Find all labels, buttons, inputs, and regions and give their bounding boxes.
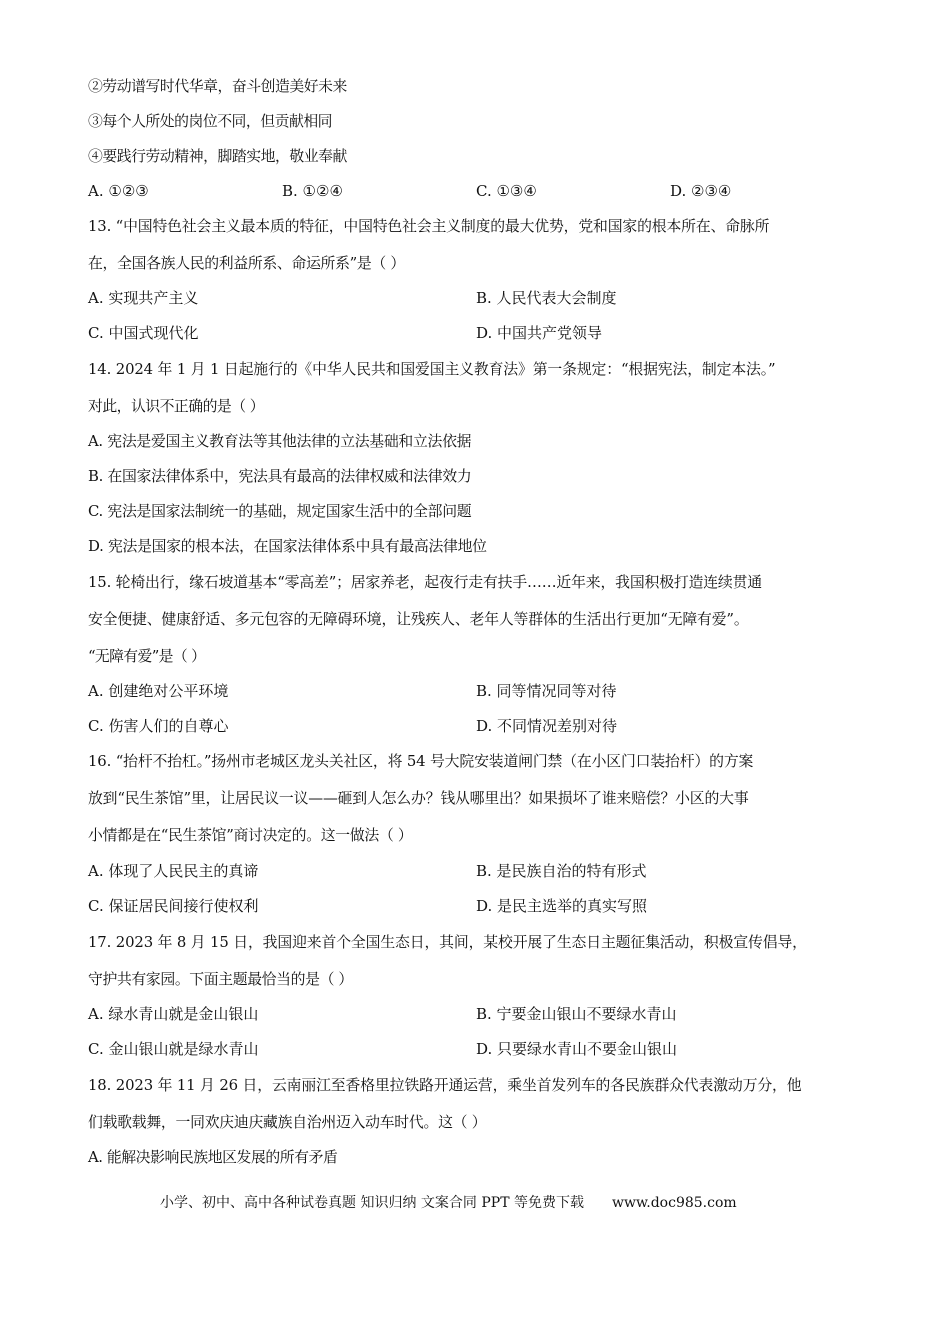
q14-stem-line1: 14. 2024 年 1 月 1 日起施行的《中华人民共和国爱国主义教育法》第一条规定：“根据宪法，制定本法。” [88,360,776,378]
q12-option-c: C. ①③④ [476,182,537,200]
footer-text: 小学、初中、高中各种试卷真题 知识归纳 文案合同 PPT 等免费下载 [160,1195,584,1211]
q15-option-c: C. 伤害人们的自尊心 [88,717,229,735]
page-footer [160,1192,860,1212]
q16-stem-line2: 放到“民生茶馆”里，让居民议一议——砸到人怎么办？钱从哪里出？如果损坏了谁来赔偿？小区的大事 [88,789,749,807]
q18-stem-line1: 18. 2023 年 11 月 26 日，云南丽江至香格里拉铁路开通运营，乘坐首发列车的各民族群众代表激动万分，他 [88,1076,802,1094]
q14-stem-line2: 对此，认识不正确的是（ ） [88,397,265,415]
q13-option-b: B. 人民代表大会制度 [476,289,617,307]
q13-option-a: A. 实现共产主义 [88,289,199,307]
q16-option-d: D. 是民主选举的真实写照 [476,897,648,915]
q15-option-d: D. 不同情况差别对待 [476,717,618,735]
q14-option-d: D. 宪法是国家的根本法，在国家法律体系中具有最高法律地位 [88,537,487,555]
q17-stem-line2: 守护共有家园。下面主题最恰当的是（ ） [88,970,353,988]
q15-option-a: A. 创建绝对公平环境 [88,682,229,700]
q17-stem-line1: 17. 2023 年 8 月 15 日，我国迎来首个全国生态日，其间，某校开展了生态日主题征集活动，积极宣传倡导， [88,933,807,951]
q14-option-b: B. 在国家法律体系中，宪法具有最高的法律权威和法律效力 [88,467,472,485]
q18-option-a: A. 能解决影响民族地区发展的所有矛盾 [88,1148,338,1166]
q17-option-b: B. 宁要金山银山不要绿水青山 [476,1005,677,1023]
q15-option-b: B. 同等情况同等对待 [476,682,617,700]
footer-url[interactable]: www.doc985.com [611,1195,737,1211]
q16-option-c: C. 保证居民间接行使权利 [88,897,259,915]
q16-stem-line1: 16. “抬杆不抬杠。”扬州市老城区龙头关社区，将 54 号大院安装道闸门禁（在小区门口装抬杆）的方案 [88,752,754,770]
q17-option-d: D. 只要绿水青山不要金山银山 [476,1040,678,1058]
q12-statement-4: ④要践行劳动精神，脚踏实地，敬业奉献 [88,147,347,165]
q14-option-a: A. 宪法是爱国主义教育法等其他法律的立法基础和立法依据 [88,432,472,450]
q15-stem-line3: “无障有爱”是（ ） [88,647,206,665]
q13-option-c: C. 中国式现代化 [88,324,199,342]
q16-option-a: A. 体现了人民民主的真谛 [88,862,259,880]
q16-option-b: B. 是民族自治的特有形式 [476,862,647,880]
q12-statement-2: ②劳动谱写时代华章，奋斗创造美好未来 [88,77,347,95]
q12-statement-3: ③每个人所处的岗位不同，但贡献相同 [88,112,333,130]
q17-option-c: C. 金山银山就是绿水青山 [88,1040,259,1058]
q15-stem-line1: 15. 轮椅出行，缘石坡道基本“零高差”；居家养老，起夜行走有扶手……近年来，我国积极打造连续贯通 [88,573,763,591]
q17-option-a: A. 绿水青山就是金山银山 [88,1005,259,1023]
q12-option-d: D. ②③④ [670,182,732,200]
q14-option-c: C. 宪法是国家法制统一的基础，规定国家生活中的全部问题 [88,502,472,520]
q15-stem-line2: 安全便捷、健康舒适、多元包容的无障碍环境，让残疾人、老年人等群体的生活出行更加“无障有爱”。 [88,610,749,628]
q13-stem-line1: 13. “中国特色社会主义最本质的特征，中国特色社会主义制度的最大优势，党和国家的根本所在、命脉所 [88,217,770,235]
q13-option-d: D. 中国共产党领导 [476,324,603,342]
q18-stem-line2: 们载歌载舞，一同欢庆迪庆藏族自治州迈入动车时代。这（ ） [88,1113,487,1131]
q16-stem-line3: 小情都是在“民生茶馆”商讨决定的。这一做法（ ） [88,826,413,844]
q12-option-a: A. ①②③ [88,182,149,200]
q12-option-b: B. ①②④ [282,182,343,200]
q13-stem-line2: 在，全国各族人民的利益所系、命运所系”是（ ） [88,254,405,272]
